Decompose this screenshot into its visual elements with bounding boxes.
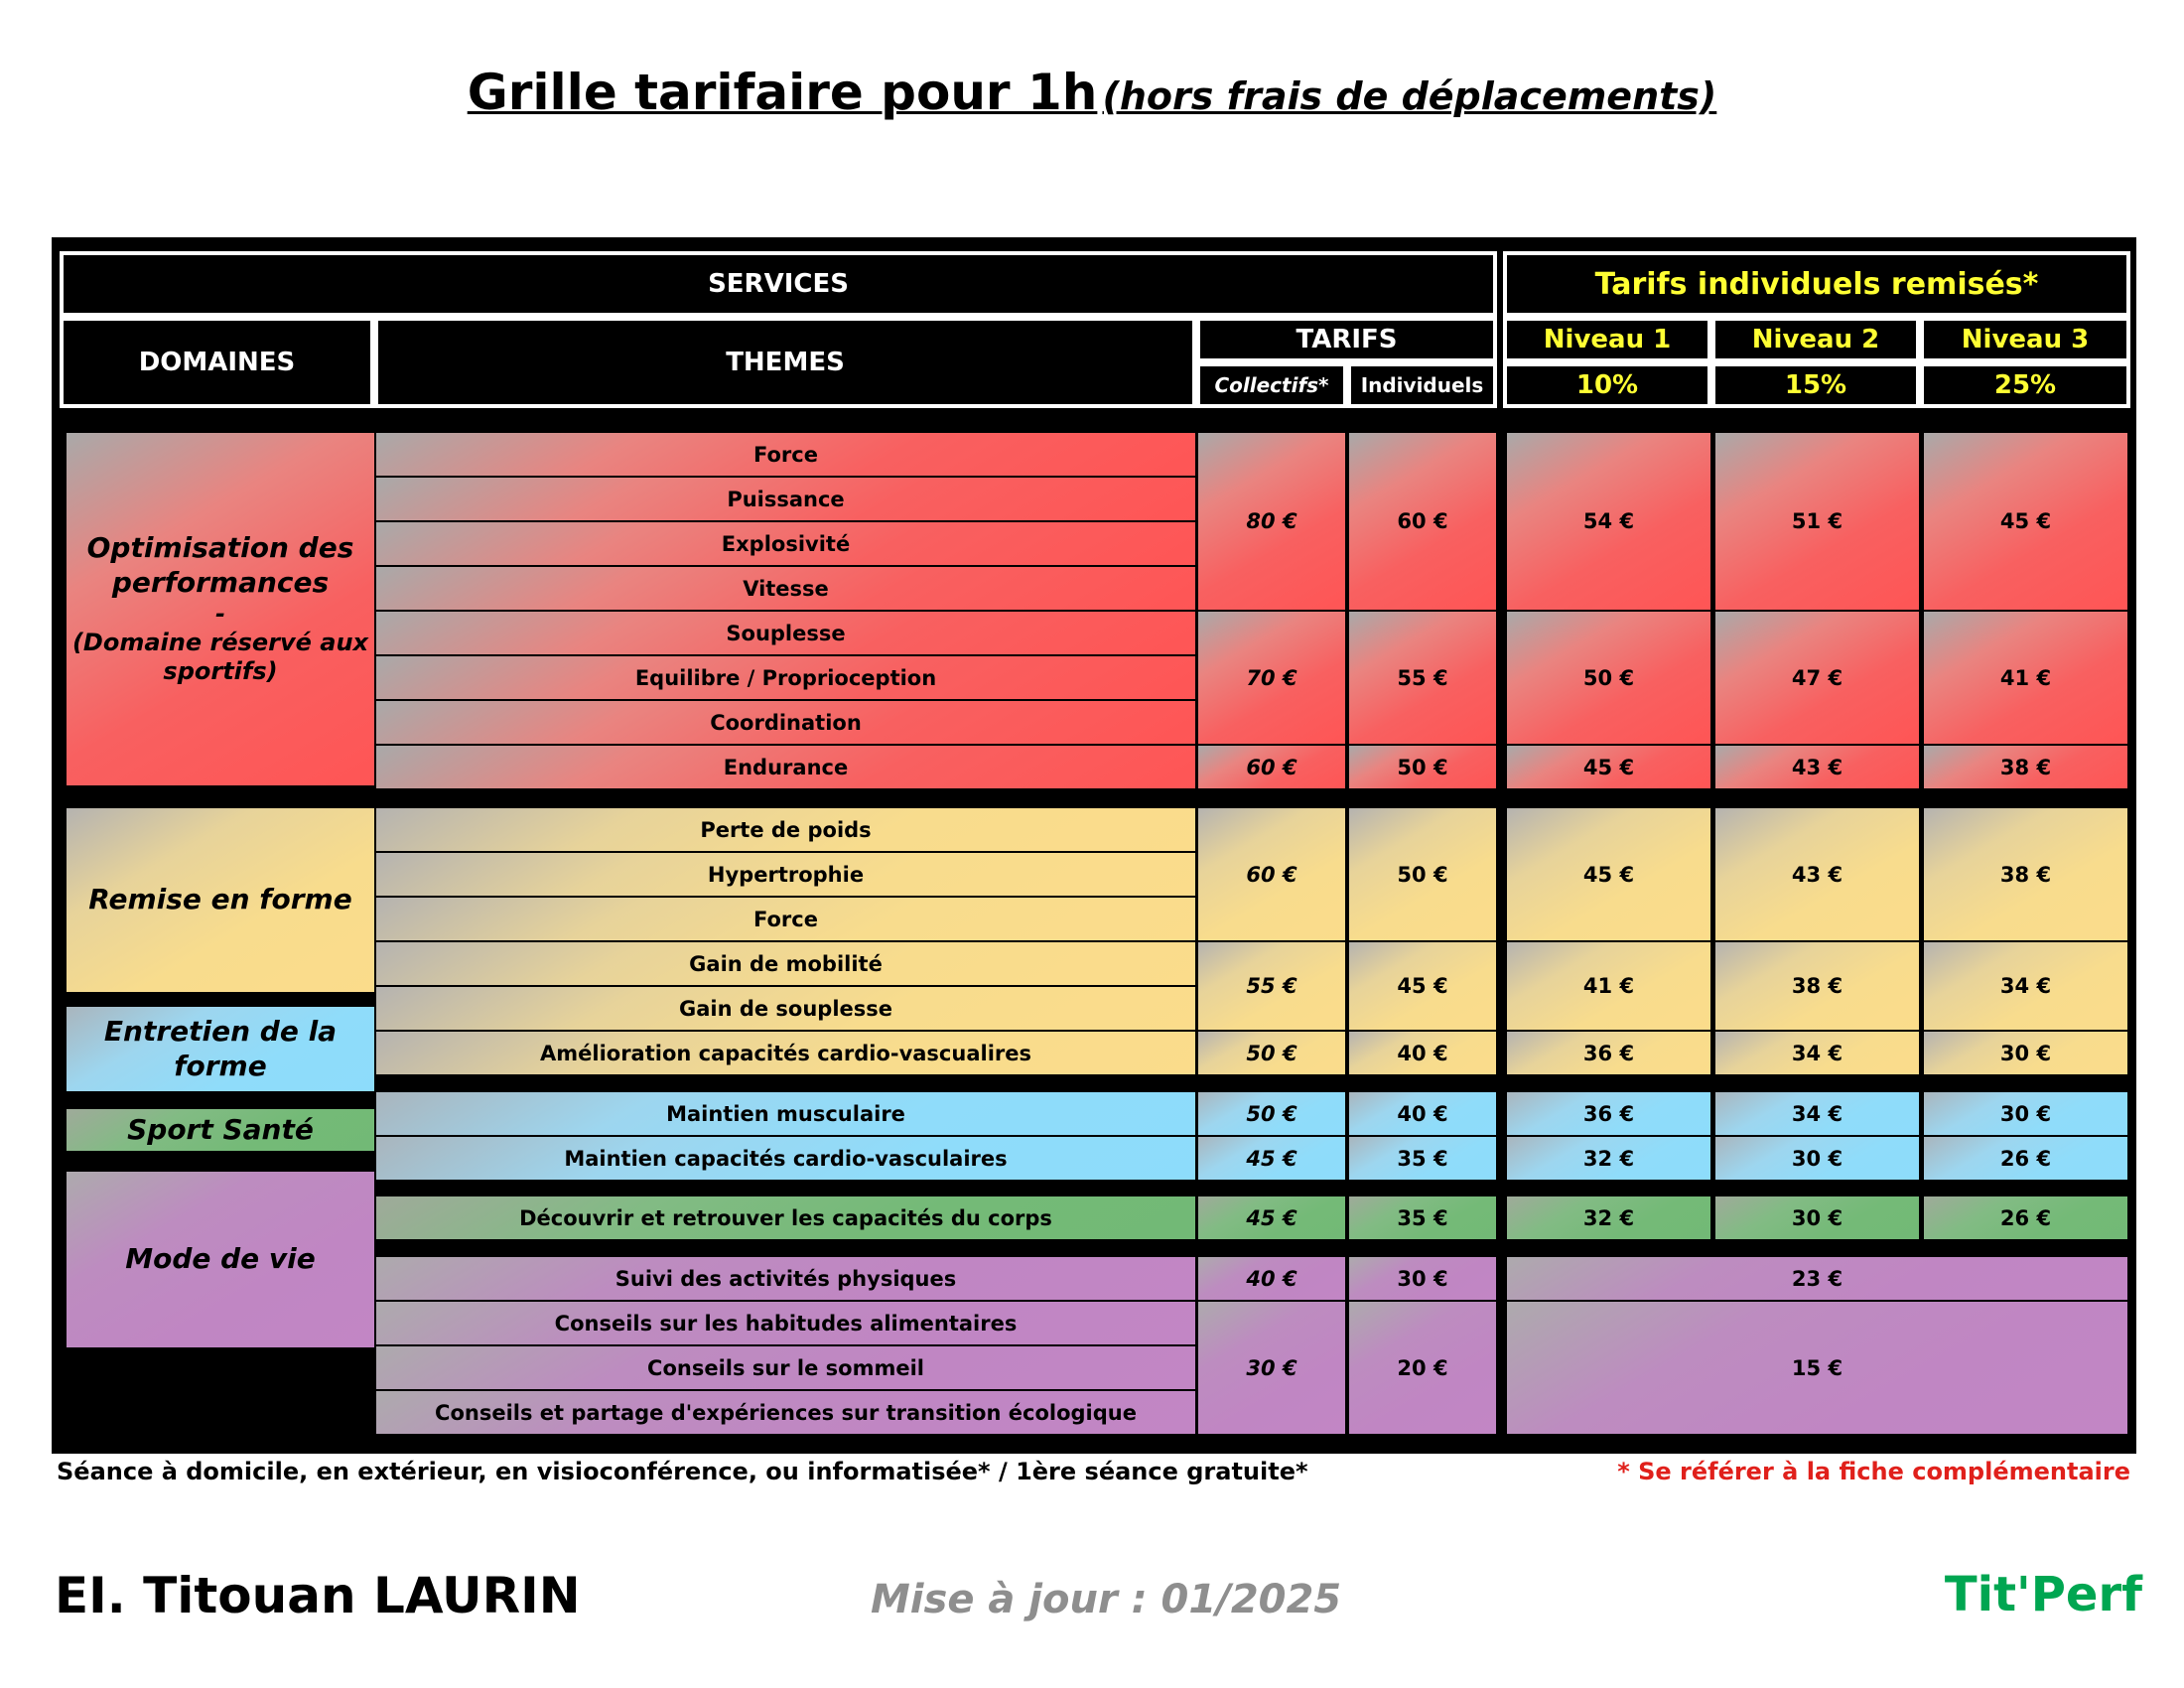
price-level-3: 26 €: [1924, 1196, 2127, 1239]
theme-row: Conseils et partage d'expériences sur transition écologique: [376, 1391, 1195, 1434]
price-collectif: 55 €: [1198, 942, 1345, 1030]
price-collectif: 80 €: [1198, 433, 1345, 610]
price-level-1: 45 €: [1507, 808, 1710, 940]
price-individuel: 60 €: [1349, 433, 1496, 610]
price-level-3: 26 €: [1924, 1137, 2127, 1180]
theme-row: Suivi des activités physiques: [376, 1257, 1195, 1300]
price-level-2: 34 €: [1715, 1032, 1919, 1074]
domain-mode-de-vie: [67, 1172, 374, 1347]
level-1-header: Niveau 1: [1503, 317, 1711, 362]
price-level-1: 50 €: [1507, 612, 1710, 744]
brand-logo: Tit'Perf: [1944, 1567, 2142, 1622]
discounts-header: Tarifs individuels remisés*: [1503, 251, 2130, 317]
price-level-2: 34 €: [1715, 1092, 1919, 1135]
price-level-1: 36 €: [1507, 1092, 1710, 1135]
theme-row: Gain de mobilité: [376, 942, 1195, 985]
level-2-header: Niveau 2: [1711, 317, 1920, 362]
price-individuel: 40 €: [1349, 1032, 1496, 1074]
level-2-percent: 15%: [1711, 362, 1920, 408]
price-level-2: 30 €: [1715, 1196, 1919, 1239]
price-level-3: 30 €: [1924, 1092, 2127, 1135]
price-level-2: 43 €: [1715, 746, 1919, 788]
domain-mode-vie-name: Mode de vie: [125, 1242, 316, 1276]
price-discount-merged: 15 €: [1507, 1302, 2127, 1434]
price-level-3: 30 €: [1924, 1032, 2127, 1074]
individuels-header: Individuels: [1347, 362, 1497, 408]
price-collectif: 30 €: [1198, 1302, 1345, 1434]
price-collectif: 70 €: [1198, 612, 1345, 744]
domain-optimisation: [67, 433, 374, 785]
price-collectif: 45 €: [1198, 1196, 1345, 1239]
title-sub: (hors frais de déplacements): [1102, 74, 1717, 118]
update-date: Mise à jour : 01/2025: [871, 1577, 1342, 1622]
tarifs-header: TARIFS: [1196, 317, 1497, 362]
theme-row: Amélioration capacités cardio-vascualires: [376, 1032, 1195, 1074]
price-level-2: 38 €: [1715, 942, 1919, 1030]
theme-row: Equilibre / Proprioception: [376, 656, 1195, 699]
price-collectif: 50 €: [1198, 1092, 1345, 1135]
price-collectif: 60 €: [1198, 808, 1345, 940]
domain-entretien: [67, 1007, 374, 1091]
price-level-1: 45 €: [1507, 746, 1710, 788]
theme-row: Gain de souplesse: [376, 987, 1195, 1030]
theme-row: Conseils sur les habitudes alimentaires: [376, 1302, 1195, 1344]
domain-sport-sante: [67, 1109, 374, 1151]
price-individuel: 55 €: [1349, 612, 1496, 744]
price-discount-merged: 23 €: [1507, 1257, 2127, 1300]
price-collectif: 40 €: [1198, 1257, 1345, 1300]
theme-row: Force: [376, 898, 1195, 940]
theme-row: Force: [376, 433, 1195, 476]
themes-header: THEMES: [374, 317, 1196, 408]
domain-remise-name: Remise en forme: [88, 883, 352, 916]
theme-row: Découvrir et retrouver les capacités du corps: [376, 1196, 1195, 1239]
price-collectif: 50 €: [1198, 1032, 1345, 1074]
theme-row: Maintien capacités cardio-vasculaires: [376, 1137, 1195, 1180]
collectifs-header: Collectifs*: [1196, 362, 1347, 408]
domain-optimisation-note: (Domaine réservé aux sportifs): [71, 629, 369, 686]
title-main: Grille tarifaire pour 1h: [467, 64, 1098, 121]
domain-optimisation-dash: -: [215, 599, 225, 628]
pricing-table: [52, 237, 2136, 1454]
price-level-1: 32 €: [1507, 1137, 1710, 1180]
price-level-2: 51 €: [1715, 433, 1919, 610]
theme-row: Maintien musculaire: [376, 1092, 1195, 1135]
price-collectif: 45 €: [1198, 1137, 1345, 1180]
theme-row: Vitesse: [376, 567, 1195, 610]
theme-row: Conseils sur le sommeil: [376, 1346, 1195, 1389]
price-collectif: 60 €: [1198, 746, 1345, 788]
price-individuel: 40 €: [1349, 1092, 1496, 1135]
domain-optimisation-name: Optimisation des performances: [86, 531, 354, 599]
level-3-percent: 25%: [1920, 362, 2130, 408]
price-level-3: 34 €: [1924, 942, 2127, 1030]
price-level-2: 30 €: [1715, 1137, 1919, 1180]
price-individuel: 20 €: [1349, 1302, 1496, 1434]
price-individuel: 45 €: [1349, 942, 1496, 1030]
price-level-1: 54 €: [1507, 433, 1710, 610]
price-individuel: 35 €: [1349, 1196, 1496, 1239]
theme-row: Souplesse: [376, 612, 1195, 654]
domain-sport-sante-name: Sport Santé: [127, 1112, 314, 1146]
services-header: SERVICES: [60, 251, 1497, 317]
domain-remise-en-forme: [67, 808, 374, 992]
theme-row: Hypertrophie: [376, 853, 1195, 896]
level-3-header: Niveau 3: [1920, 317, 2130, 362]
theme-row: Perte de poids: [376, 808, 1195, 851]
price-level-2: 43 €: [1715, 808, 1919, 940]
domain-entretien-name: Entretien de la forme: [103, 1015, 338, 1082]
price-individuel: 50 €: [1349, 746, 1496, 788]
price-level-1: 36 €: [1507, 1032, 1710, 1074]
theme-row: Puissance: [376, 478, 1195, 520]
complementary-sheet-note: * Se référer à la fiche complémentaire: [1617, 1458, 2130, 1485]
theme-row: Coordination: [376, 701, 1195, 744]
price-individuel: 50 €: [1349, 808, 1496, 940]
theme-row: Explosivité: [376, 522, 1195, 565]
level-1-percent: 10%: [1503, 362, 1711, 408]
price-level-2: 47 €: [1715, 612, 1919, 744]
page-title: [0, 64, 2184, 121]
theme-row: Endurance: [376, 746, 1195, 788]
price-level-1: 32 €: [1507, 1196, 1710, 1239]
price-individuel: 35 €: [1349, 1137, 1496, 1180]
domains-header: DOMAINES: [60, 317, 374, 408]
price-level-3: 38 €: [1924, 808, 2127, 940]
session-note: Séance à domicile, en extérieur, en visioconférence, ou informatisée* / 1ère séance gratuite*: [57, 1458, 1308, 1485]
price-level-3: 38 €: [1924, 746, 2127, 788]
price-individuel: 30 €: [1349, 1257, 1496, 1300]
price-level-3: 45 €: [1924, 433, 2127, 610]
price-level-3: 41 €: [1924, 612, 2127, 744]
price-level-1: 41 €: [1507, 942, 1710, 1030]
author-name: EI. Titouan LAURIN: [55, 1567, 581, 1624]
